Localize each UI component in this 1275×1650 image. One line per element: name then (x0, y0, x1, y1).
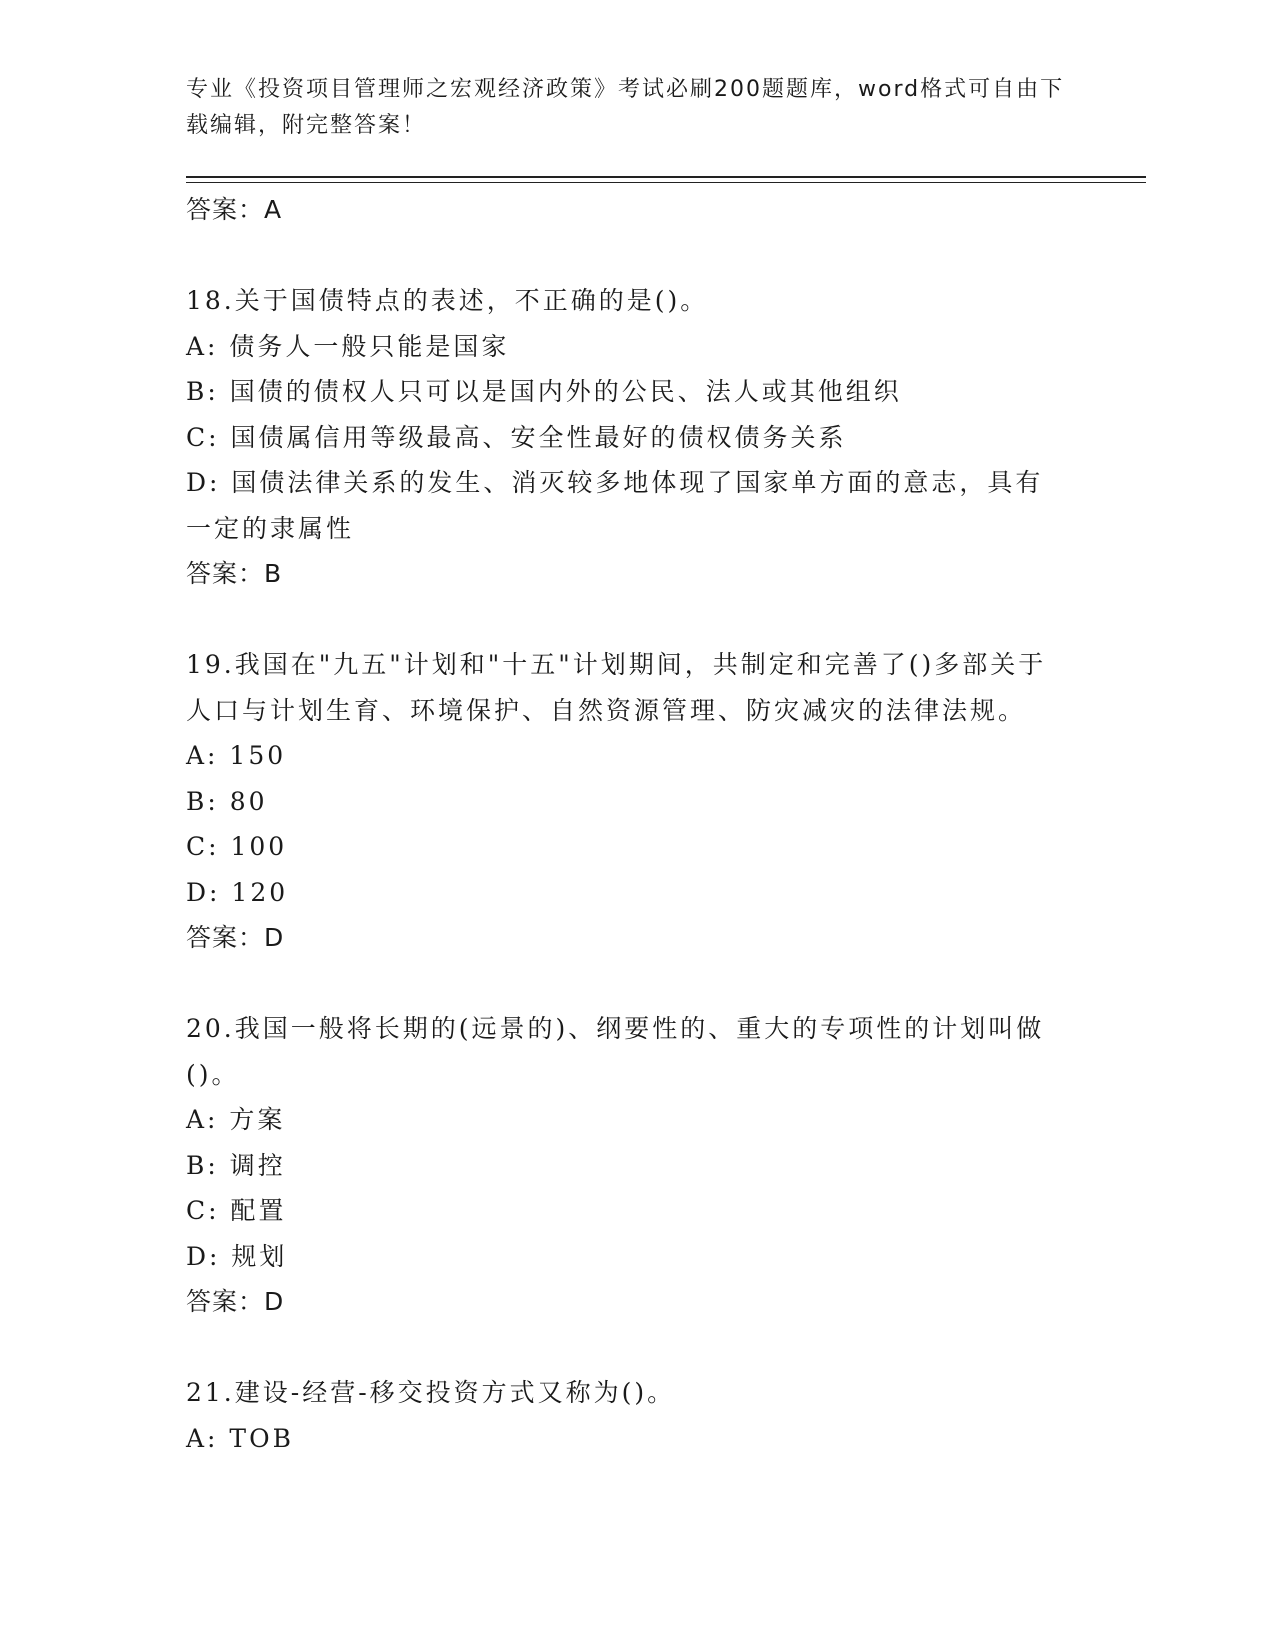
option-c: C: 100 (186, 832, 288, 861)
question-19 (186, 642, 1066, 961)
question-text: 18.关于国债特点的表述，不正确的是()。 (186, 286, 709, 315)
option-a: A: TOB (186, 1423, 294, 1453)
option-b: B: 国债的债权人只可以是国内外的公民、法人或其他组织 (186, 377, 902, 406)
option-b: B: 调控 (186, 1150, 286, 1180)
option-d: D: 规划 (186, 1241, 288, 1271)
answer-19: 答案：D (186, 923, 285, 952)
document-header: 专业《投资项目管理师之宏观经济政策》考试必刷200题题库，word格式可自由下载编辑，附完整答案！ (186, 77, 1065, 138)
answer-18: 答案：B (186, 559, 283, 588)
question-21 (186, 1370, 1066, 1461)
option-a: A: 150 (186, 741, 287, 770)
option-c: C: 配置 (186, 1196, 287, 1225)
question-20 (186, 1006, 1066, 1325)
option-b: B: 80 (186, 786, 268, 816)
answer-20: 答案：D (186, 1287, 285, 1316)
answer-17: 答案：A (186, 195, 283, 224)
question-text: 19.我国在"九五"计划和"十五"计划期间，共制定和完善了()多部关于人口与计划生育、环境保护、自然资源管理、防灾减灾的法律法规。 (186, 650, 1047, 725)
option-d: D: 120 (186, 877, 289, 907)
question-text: 20.我国一般将长期的(远景的)、纲要性的、重大的专项性的计划叫做()。 (186, 1014, 1045, 1089)
header-divider-thin (186, 182, 1146, 183)
question-content (186, 187, 1066, 1461)
question-18 (186, 278, 1066, 597)
option-c: C: 国债属信用等级最高、安全性最好的债权债务关系 (186, 422, 847, 452)
header-divider-thick (186, 176, 1146, 178)
option-a: A: 债务人一般只能是国家 (186, 331, 510, 361)
question-text: 21.建设-经营-移交投资方式又称为()。 (186, 1378, 676, 1407)
option-a: A: 方案 (186, 1105, 286, 1134)
option-d: D: 国债法律关系的发生、消灭较多地体现了国家单方面的意志，具有一定的隶属性 (186, 468, 1044, 543)
